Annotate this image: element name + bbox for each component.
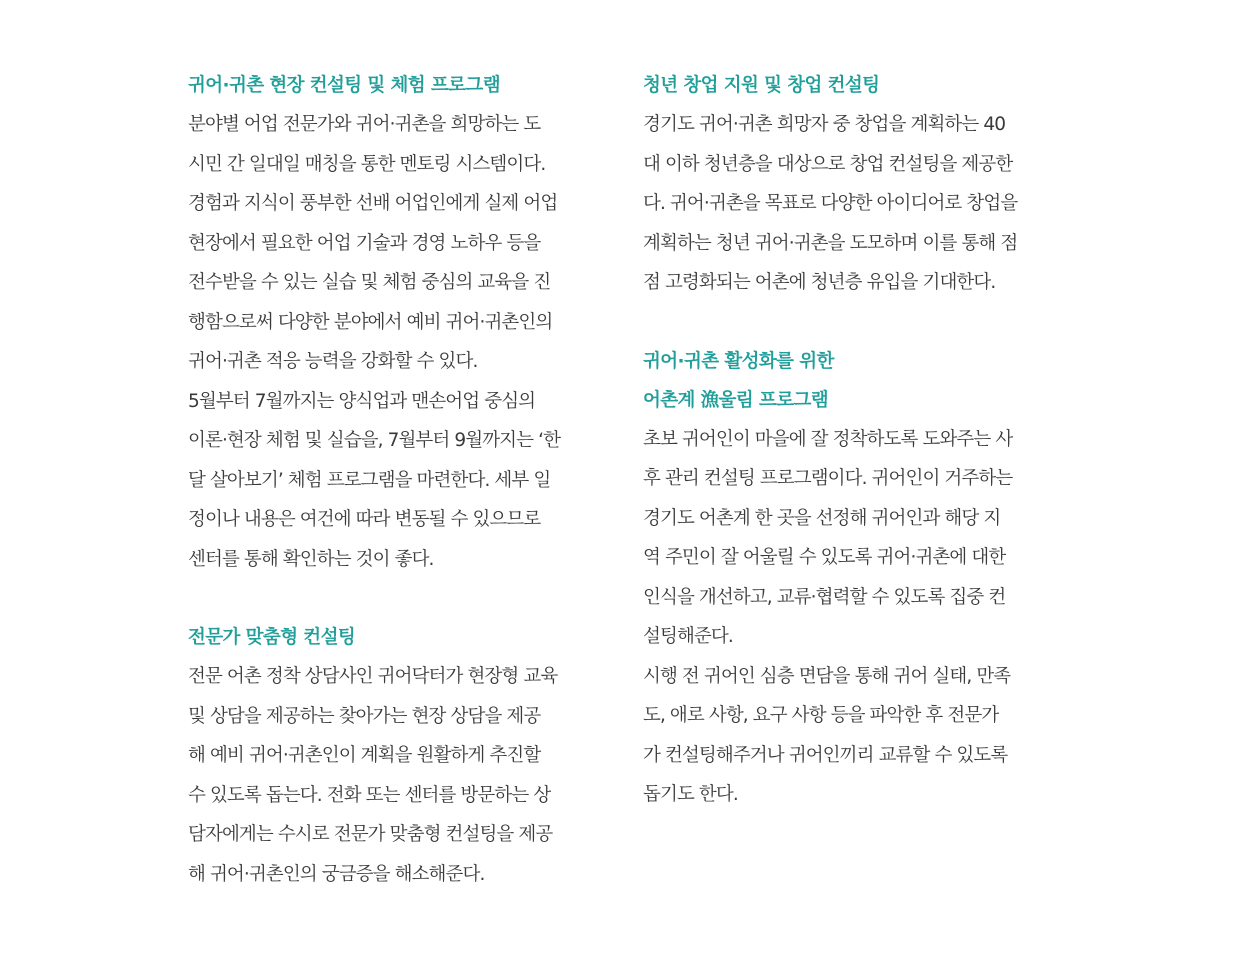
paragraph-line: 수 있도록 돕는다. 전화 또는 센터를 방문하는 상 (188, 784, 551, 806)
paragraph-line: 시민 간 일대일 매칭을 통한 멘토링 시스템이다. (188, 153, 546, 175)
paragraph-line: 인식을 개선하고, 교류·협력할 수 있도록 집중 컨 (643, 586, 1006, 608)
paragraph-line: 역 주민이 잘 어울릴 수 있도록 귀어·귀촌에 대한 (643, 547, 1006, 568)
paragraph-line: 분야별 어업 전문가와 귀어·귀촌을 희망하는 도 (188, 114, 541, 135)
paragraph-line: 담자에게는 수시로 전문가 맞춤형 컨설팅을 제공 (188, 824, 553, 845)
paragraph-line: 행함으로써 다양한 분야에서 예비 귀어·귀촌인의 (188, 311, 553, 333)
paragraph-line: 귀어·귀촌 적응 능력을 강화할 수 있다. (188, 351, 478, 372)
paragraph-line: 가 컨설팅해주거나 귀어인끼리 교류할 수 있도록 (643, 744, 1008, 766)
paragraph-line: 해 귀어·귀촌인의 궁금증을 해소해준다. (188, 863, 485, 885)
paragraph-line: 해 예비 귀어·귀촌인이 계획을 원활하게 추진할 (188, 745, 541, 766)
paragraph-line: 5월부터 7월까지는 양식업과 맨손어업 중심의 (188, 390, 536, 412)
section-field-consulting (188, 66, 608, 579)
paragraph-line: 경험과 지식이 풍부한 선배 어업인에게 실제 어업 (188, 193, 558, 214)
paragraph-line: 후 관리 컨설팅 프로그램이다. 귀어인이 거주하는 (643, 468, 1013, 489)
paragraph-line: 점 고령화되는 어촌에 청년층 유입을 기대한다. (643, 272, 996, 293)
section-spacer (188, 579, 608, 618)
section-heading: 청년 창업 지원 및 창업 컨설팅 (643, 75, 880, 96)
right-column (643, 66, 1063, 815)
section-fishing-village-program (643, 342, 1063, 815)
section-heading: 귀어·귀촌 현장 컨설팅 및 체험 프로그램 (188, 75, 500, 96)
section-heading: 전문가 맞춤형 컨설팅 (188, 627, 356, 648)
paragraph-line: 시행 전 귀어인 심층 면담을 통해 귀어 실태, 만족 (643, 665, 1011, 687)
paragraph-line: 달 살아보기’ 체험 프로그램을 마련한다. 세부 일 (188, 469, 551, 491)
paragraph-line: 정이나 내용은 여건에 따라 변동될 수 있으므로 (188, 509, 541, 530)
paragraph-line: 경기도 귀어·귀촌 희망자 중 창업을 계획하는 40 (643, 114, 1006, 135)
paragraph-line: 대 이하 청년층을 대상으로 창업 컨설팅을 제공한 (643, 153, 1013, 175)
paragraph-line: 센터를 통해 확인하는 것이 좋다. (188, 548, 434, 570)
section-spacer (643, 303, 1063, 342)
paragraph-line: 이론·현장 체험 및 실습을, 7월부터 9월까지는 ‘한 (188, 430, 561, 451)
left-column (188, 66, 608, 894)
section-youth-startup (643, 66, 1063, 303)
paragraph-line: 계획하는 청년 귀어·귀촌을 도모하며 이를 통해 점 (643, 232, 1018, 254)
paragraph-line: 돕기도 한다. (643, 784, 738, 805)
paragraph-line: 다. 귀어·귀촌을 목표로 다양한 아이디어로 창업을 (643, 193, 1018, 214)
paragraph-line: 현장에서 필요한 어업 기술과 경영 노하우 등을 (188, 232, 541, 254)
section-heading-line-1: 귀어·귀촌 활성화를 위한 (643, 350, 834, 372)
paragraph-line: 및 상담을 제공하는 찾아가는 현장 상담을 제공 (188, 705, 541, 727)
paragraph-line: 초보 귀어인이 마을에 잘 정착하도록 도와주는 사 (643, 428, 1013, 450)
paragraph-line: 전수받을 수 있는 실습 및 체험 중심의 교육을 진 (188, 272, 551, 293)
paragraph-line: 전문 어촌 정착 상담사인 귀어닥터가 현장형 교육 (188, 666, 558, 687)
paragraph-line: 경기도 어촌계 한 곳을 선정해 귀어인과 해당 지 (643, 507, 1001, 529)
paragraph-line: 도, 애로 사항, 요구 사항 등을 파악한 후 전문가 (643, 705, 999, 726)
paragraph-line: 설팅해준다. (643, 626, 733, 647)
section-heading-line-2: 어촌계 漁울림 프로그램 (643, 389, 829, 411)
section-expert-consulting (188, 618, 608, 894)
